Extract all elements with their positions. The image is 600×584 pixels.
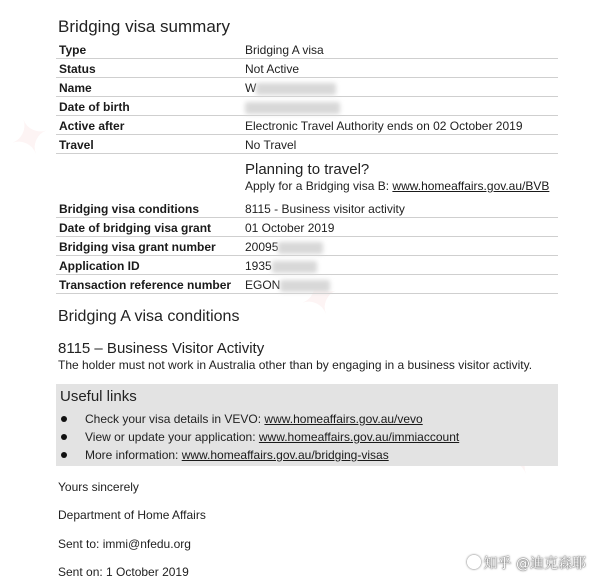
table-row [56, 218, 558, 237]
bullet-icon [61, 452, 67, 458]
link-text: More information: [85, 448, 182, 462]
list-item [56, 446, 459, 464]
planning-to-travel [245, 161, 549, 194]
table-row [56, 97, 558, 116]
row-value: 8115 - Business visitor activity [242, 199, 558, 218]
application-id-value: 1935 [245, 259, 272, 273]
background-watermark: ✦ [1, 104, 59, 172]
planning-title: Planning to travel? [245, 161, 370, 178]
zhihu-logo-icon [467, 555, 481, 569]
row-label: Date of bridging visa grant [56, 218, 242, 237]
row-value: 01 October 2019 [242, 218, 558, 237]
useful-links-list [56, 410, 459, 464]
row-label: Status [56, 59, 242, 78]
closing-line: Yours sincerely [58, 480, 139, 494]
redacted-name [256, 83, 336, 95]
row-label: Bridging visa grant number [56, 237, 242, 256]
condition-subtitle: 8115 – Business Visitor Activity [58, 340, 265, 357]
table-row [56, 59, 558, 78]
condition-text: The holder must not work in Australia other than by engaging in a business visitor activity. [58, 358, 533, 372]
bvb-link[interactable]: www.homeaffairs.gov.au/BVB [392, 179, 550, 193]
row-label: Name [56, 78, 242, 97]
row-value: No Travel [242, 135, 558, 154]
useful-links-box [56, 384, 558, 466]
redacted-grant-number [278, 242, 323, 254]
row-value: Electronic Travel Authority ends on 02 October 2019 [242, 116, 558, 135]
bridging-visas-link[interactable]: www.homeaffairs.gov.au/bridging-visas [181, 448, 389, 462]
table-row [56, 78, 558, 97]
table-row [56, 237, 558, 256]
row-label: Travel [56, 135, 242, 154]
bullet-icon [61, 416, 67, 422]
row-value: Bridging A visa [242, 40, 558, 59]
table-row [56, 40, 558, 59]
department-name: Department of Home Affairs [58, 508, 206, 522]
useful-links-title: Useful links [60, 388, 137, 405]
bullet-icon [61, 434, 67, 440]
redacted-application-id [272, 261, 317, 273]
table-row [56, 199, 558, 218]
link-text: View or update your application: [85, 430, 259, 444]
row-label: Bridging visa conditions [56, 199, 242, 218]
row-label: Application ID [56, 256, 242, 275]
link-text: Check your visa details in VEVO: [85, 412, 265, 426]
watermark-text: 知乎 @迪克森耶 [483, 556, 586, 572]
list-item [56, 410, 459, 428]
redacted-transaction-ref [280, 280, 330, 292]
row-label: Transaction reference number [56, 275, 242, 294]
summary-table [56, 40, 558, 154]
immiaccount-link[interactable]: www.homeaffairs.gov.au/immiaccount [258, 430, 460, 444]
summary-title: Bridging visa summary [58, 17, 230, 36]
name-value: W [245, 81, 257, 95]
planning-text: Apply for a Bridging visa B: [245, 179, 393, 193]
list-item [56, 428, 459, 446]
conditions-title: Bridging A visa conditions [58, 308, 240, 325]
table-row [56, 135, 558, 154]
vevo-link[interactable]: www.homeaffairs.gov.au/vevo [264, 412, 423, 426]
redacted-date-of-birth [245, 102, 340, 114]
grant-table [56, 199, 558, 294]
row-label: Active after [56, 116, 242, 135]
row-value: Not Active [242, 59, 558, 78]
grant-number-value: 20095 [245, 240, 279, 254]
row-label: Type [56, 40, 242, 59]
transaction-ref-value: EGON [245, 278, 281, 292]
sent-on: Sent on: 1 October 2019 [58, 565, 189, 579]
sent-to: Sent to: immi@nfedu.org [58, 537, 191, 551]
zhihu-watermark [467, 553, 586, 573]
table-row [56, 256, 558, 275]
row-label: Date of birth [56, 97, 242, 116]
table-row [56, 116, 558, 135]
background-watermark: ✦ [291, 264, 349, 332]
table-row [56, 275, 558, 294]
